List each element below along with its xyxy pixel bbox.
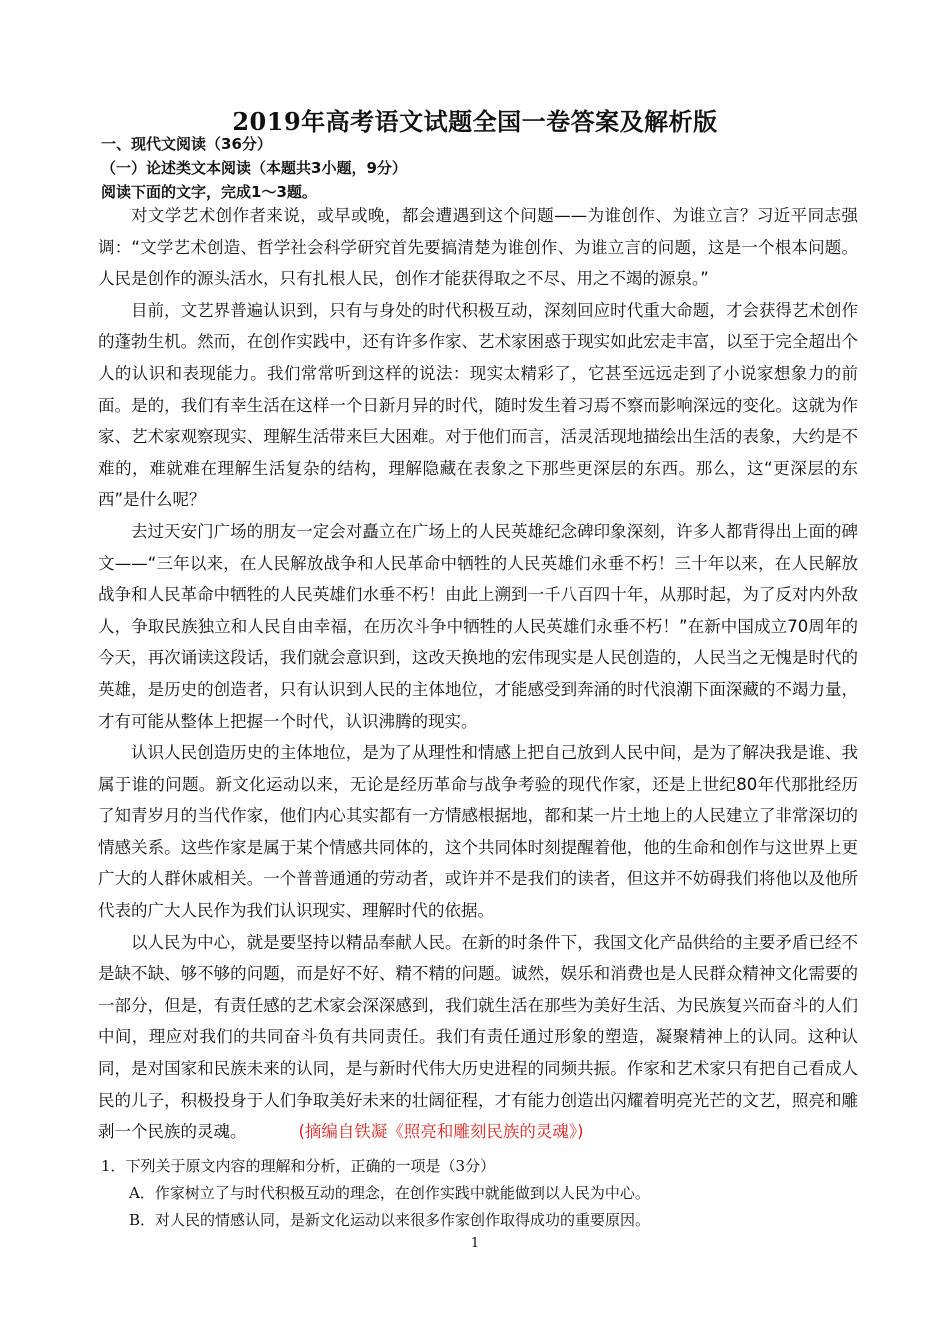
- subsection-heading: （一）论述类文本阅读（本题共3小题，9分）: [101, 159, 407, 177]
- reading-instruction: 阅读下面的文字，完成1～3题。: [101, 183, 317, 201]
- article-source-citation: (摘编自铁凝《照亮和雕刻民族的灵魂》): [298, 1122, 584, 1142]
- article-paragraph-1: 对文学艺术创作者来说，或早或晚，都会遭遇到这个问题——为谁创作、为谁立言？习近平同志强调：“文学艺术创造、哲学社会科学研究首先要搞清楚为谁创作、为谁立言的问题，这是一个根本问题。人民是创作的源头活水，只有扎根人民，创作才能获得取之不尽、用之不竭的源泉。”: [98, 206, 858, 289]
- article-paragraph-2: 目前，文艺界普遍认识到，只有与身处的时代积极互动，深刻回应时代重大命题，才会获得艺术创作的蓬勃生机。然而，在创作实践中，还有许多作家、艺术家困惑于现实如此宏走丰富，以至于完全超出个人的认识和表现能力。我们常常听到这样的说法：现实太精彩了，它甚至远远走到了小说家想象力的前面。是的，我们有幸生活在这样一个日新月异的时代，随时发生着习焉不察而影响深远的变化。这就为作家、艺术家观察现实、理解生活带来巨大困难。对于他们而言，活灵活现地描绘出生活的表象，大约是不难的，难就难在理解生活复杂的结构，理解隐藏在表象之下那些更深层的东西。那么，这“更深层的东西”是什么呢？: [98, 300, 858, 510]
- article-paragraph-3: 去过天安门广场的朋友一定会对矗立在广场上的人民英雄纪念碑印象深刻，许多人都背得出上面的碑文——“三年以来，在人民解放战争和人民革命中牺牲的人民英雄们永垂不朽！三十年以来，在人民解放战争和人民革命中牺牲的人民英雄们水垂不朽！由此上溯到一千八百四十年，从那时起，为了反对内外敌人，争取民族独立和人民自由幸福，在历次斗争中牺牲的人民英雄们永垂不朽！”在新中国成立70周年的今天，再次诵读这段话，我们就会意识到，这改天换地的宏伟现实是人民创造的，人民当之无愧是时代的英雄，是历史的创造者，只有认识到人民的主体地位，才能感受到奔涌的时代浪潮下面深藏的不竭力量，才有可能从整体上把握一个时代，认识沸腾的现实。: [98, 521, 858, 731]
- article-paragraph-5-text: 以人民为中心，就是要坚持以精品奉献人民。在新的时条件下，我国文化产品供给的主要矛盾已经不是缺不缺、够不够的问题，而是好不好、精不精的问题。诚然，娱乐和消费也是人民群众精神文化需要的一部分，但是，有责任感的艺术家会深深感到，我们就生活在那些为美好生活、为民族复兴而奋斗的人们中间，理应对我们的共同奋斗负有共同责任。我们有责任通过形象的塑造，凝聚精神上的认同。这种认同，是对国家和民族未来的认同，是与新时代伟大历史进程的同频共振。作家和艺术家只有把自己看成人民的儿子，积极投身于人们争取美好未来的壮阔征程，才有能力创造出闪耀着明亮光芒的文艺，照亮和雕剥一个民族的灵魂。: [98, 932, 858, 1142]
- question-stem: 1．下列关于原文内容的理解和分析，正确的一项是（3分）: [101, 1157, 496, 1175]
- question-block: [101, 1155, 861, 1236]
- question-option-a: A．作家树立了与时代积极互动的理念，在创作实践中就能做到以人民为中心。: [129, 1184, 650, 1202]
- page-number: 1: [470, 1236, 480, 1251]
- article-paragraph-5: [98, 927, 858, 1148]
- question-option-b: B．对人民的情感认同，是新文化运动以来很多作家创作取得成功的重要原因。: [129, 1211, 651, 1229]
- article-paragraph-4: 认识人民创造历史的主体地位，是为了从理性和情感上把自己放到人民中间，是为了解决我是谁、我属于谁的问题。新文化运动以来，无论是经历革命与战争考验的现代作家，还是上世纪80年代那批经历了知青岁月的当代作家，他们内心其实都有一方情感根据地，都和某一片土地上的人民建立了非常深切的情感关系。这些作家是属于某个情感共同体的，这个共同体时刻提醒着他，他的生命和创作与这世界上更广大的人群休戚相关。一个普普通通的劳动者，或许并不是我们的读者，但这并不妨碍我们将他以及他所代表的广大人民作为我们认识现实、理解时代的依据。: [98, 743, 858, 921]
- article-body: [98, 200, 858, 1148]
- section-heading: 一、现代文阅读（36分）: [101, 135, 272, 153]
- page-title: 2019年高考语文试题全国一卷答案及解析版: [232, 107, 718, 136]
